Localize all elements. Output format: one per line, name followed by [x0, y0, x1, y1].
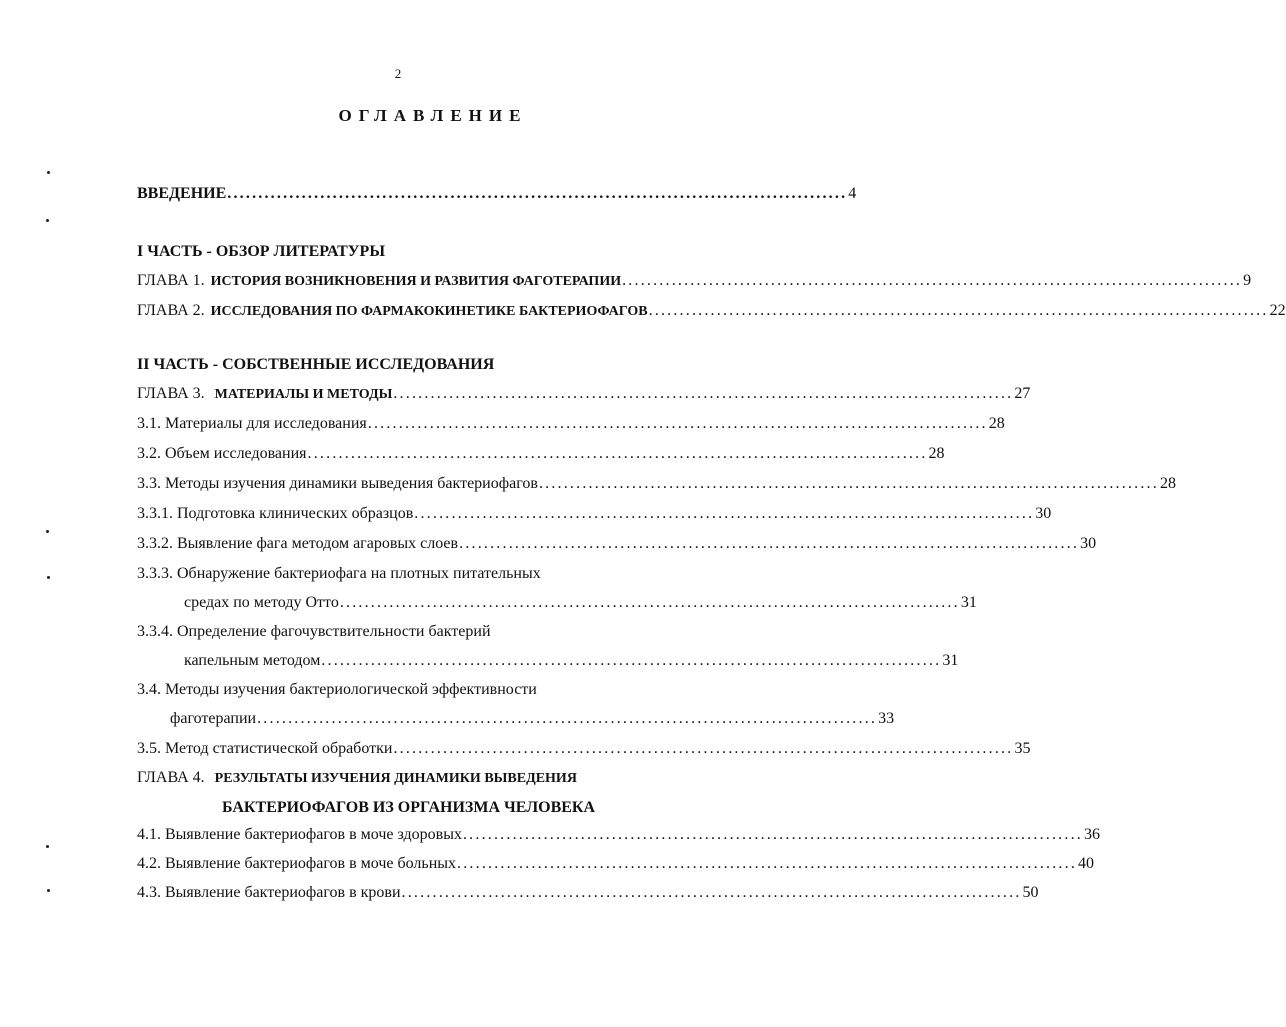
- toc-entry-3-3-1[interactable]: [137, 505, 1052, 523]
- chapter-number: ГЛАВА 3.: [137, 385, 205, 402]
- toc-label: ВВЕДЕНИЕ: [137, 185, 227, 202]
- toc-entry-3-3-3[interactable]: [184, 594, 977, 612]
- toc-label: средах по методу Отто: [184, 594, 339, 611]
- toc-entry-4-2[interactable]: [137, 855, 1095, 873]
- toc-label: 3.5. Метод статистической обработки: [137, 740, 393, 757]
- toc-label: 3.2. Объем исследования: [137, 445, 307, 462]
- toc-page: 9: [1243, 272, 1252, 289]
- toc-page: 28: [1159, 475, 1176, 492]
- toc-page: 35: [1014, 740, 1031, 757]
- toc-leader: ....................................................................................................: [257, 710, 878, 727]
- toc-entry-3-5[interactable]: [137, 740, 1031, 758]
- toc-leader: ....................................................................................................: [414, 505, 1035, 522]
- chapter-title-line2: БАКТЕРИОФАГОВ ИЗ ОРГАНИЗМА ЧЕЛОВЕКА: [222, 799, 596, 816]
- scan-speck: [47, 576, 50, 579]
- toc-page: 30: [1080, 535, 1097, 552]
- toc-entry-ch2[interactable]: [137, 302, 1286, 320]
- chapter-number: ГЛАВА 1.: [137, 272, 205, 289]
- toc-entry-3-3-4-line1[interactable]: 3.3.4. Определение фагочувствительности бактерий: [137, 623, 491, 640]
- scan-speck: [46, 219, 49, 222]
- toc-leader: ....................................................................................................: [307, 445, 928, 462]
- chapter-number: ГЛАВА 4.: [137, 769, 205, 786]
- toc-page: 50: [1022, 884, 1039, 901]
- toc-leader: ....................................................................................................: [622, 272, 1243, 289]
- toc-page: 28: [988, 415, 1005, 432]
- toc-page: 30: [1035, 505, 1052, 522]
- toc-leader: ....................................................................................................: [401, 884, 1022, 901]
- scan-speck: [47, 171, 50, 174]
- scan-speck: [46, 530, 49, 533]
- chapter-title: ИСТОРИЯ ВОЗНИКНОВЕНИЯ И РАЗВИТИЯ ФАГОТЕРАПИИ: [210, 274, 622, 289]
- toc-title: ОГЛАВЛЕНИЕ: [338, 106, 528, 125]
- toc-label: 3.3. Методы изучения динамики выведения бактериофагов: [137, 475, 538, 492]
- toc-label: 4.1. Выявление бактериофагов в моче здоровых: [137, 826, 462, 843]
- toc-entry-3-3-3-line1[interactable]: 3.3.3. Обнаружение бактериофага на плотных питательных: [137, 565, 541, 582]
- toc-leader: ....................................................................................................: [459, 535, 1080, 552]
- toc-entry-3-4[interactable]: [170, 710, 895, 728]
- toc-leader: ....................................................................................................: [538, 475, 1159, 492]
- toc-page: 27: [1014, 385, 1031, 402]
- toc-label: 4.2. Выявление бактериофагов в моче больных: [137, 855, 457, 872]
- toc-page: 40: [1078, 855, 1095, 872]
- toc-page: 31: [942, 652, 959, 669]
- scan-speck: [46, 845, 49, 848]
- part1-heading: I ЧАСТЬ - ОБЗОР ЛИТЕРАТУРЫ: [137, 243, 386, 260]
- toc-label: 3.3.1. Подготовка клинических образцов: [137, 505, 414, 522]
- toc-leader: ....................................................................................................: [339, 594, 960, 611]
- toc-label: 3.1. Материалы для исследования: [137, 415, 367, 432]
- toc-leader: ....................................................................................................: [321, 652, 942, 669]
- toc-page: 28: [928, 445, 945, 462]
- toc-entry-3-1[interactable]: [137, 415, 1005, 433]
- scan-speck: [47, 889, 50, 892]
- toc-entry-3-3-4[interactable]: [184, 652, 959, 670]
- toc-label: 4.3. Выявление бактериофагов в крови: [137, 884, 401, 901]
- toc-page: 22: [1269, 302, 1286, 319]
- toc-label: фаготерапии: [170, 710, 257, 727]
- toc-entry-ch4[interactable]: [137, 769, 577, 787]
- toc-entry-ch1[interactable]: [137, 272, 1252, 290]
- chapter-title: ИССЛЕДОВАНИЯ ПО ФАРМАКОКИНЕТИКЕ БАКТЕРИОФАГОВ: [210, 304, 648, 319]
- toc-leader: ....................................................................................................: [393, 385, 1014, 402]
- part2-heading: II ЧАСТЬ - СОБСТВЕННЫЕ ИССЛЕДОВАНИЯ: [137, 356, 495, 373]
- toc-entry-4-1[interactable]: [137, 826, 1100, 844]
- toc-page: 31: [960, 594, 977, 611]
- toc-leader: ....................................................................................................: [462, 826, 1083, 843]
- toc-entry-intro[interactable]: [137, 185, 857, 203]
- toc-entry-ch3[interactable]: [137, 385, 1031, 403]
- toc-leader: ....................................................................................................: [227, 185, 848, 202]
- toc-leader: ....................................................................................................: [393, 740, 1014, 757]
- toc-leader: ....................................................................................................: [367, 415, 988, 432]
- chapter-title-line1: РЕЗУЛЬТАТЫ ИЗУЧЕНИЯ ДИНАМИКИ ВЫВЕДЕНИЯ: [214, 771, 577, 786]
- toc-entry-3-3[interactable]: [137, 475, 1176, 493]
- toc-label: 3.3.2. Выявление фага методом агаровых слоев: [137, 535, 459, 552]
- chapter-title: МАТЕРИАЛЫ И МЕТОДЫ: [214, 387, 393, 402]
- toc-entry-4-3[interactable]: [137, 884, 1039, 902]
- chapter-number: ГЛАВА 2.: [137, 302, 205, 319]
- toc-leader: ....................................................................................................: [648, 302, 1269, 319]
- toc-entry-3-3-2[interactable]: [137, 535, 1097, 553]
- toc-leader: ....................................................................................................: [457, 855, 1078, 872]
- toc-page: 4: [848, 185, 857, 202]
- toc-entry-3-2[interactable]: [137, 445, 945, 463]
- toc-entry-3-4-line1[interactable]: 3.4. Методы изучения бактериологической эффективности: [137, 681, 537, 698]
- page-number: 2: [394, 66, 402, 81]
- toc-page: 33: [878, 710, 895, 727]
- toc-label: капельным методом: [184, 652, 321, 669]
- toc-page: 36: [1083, 826, 1100, 843]
